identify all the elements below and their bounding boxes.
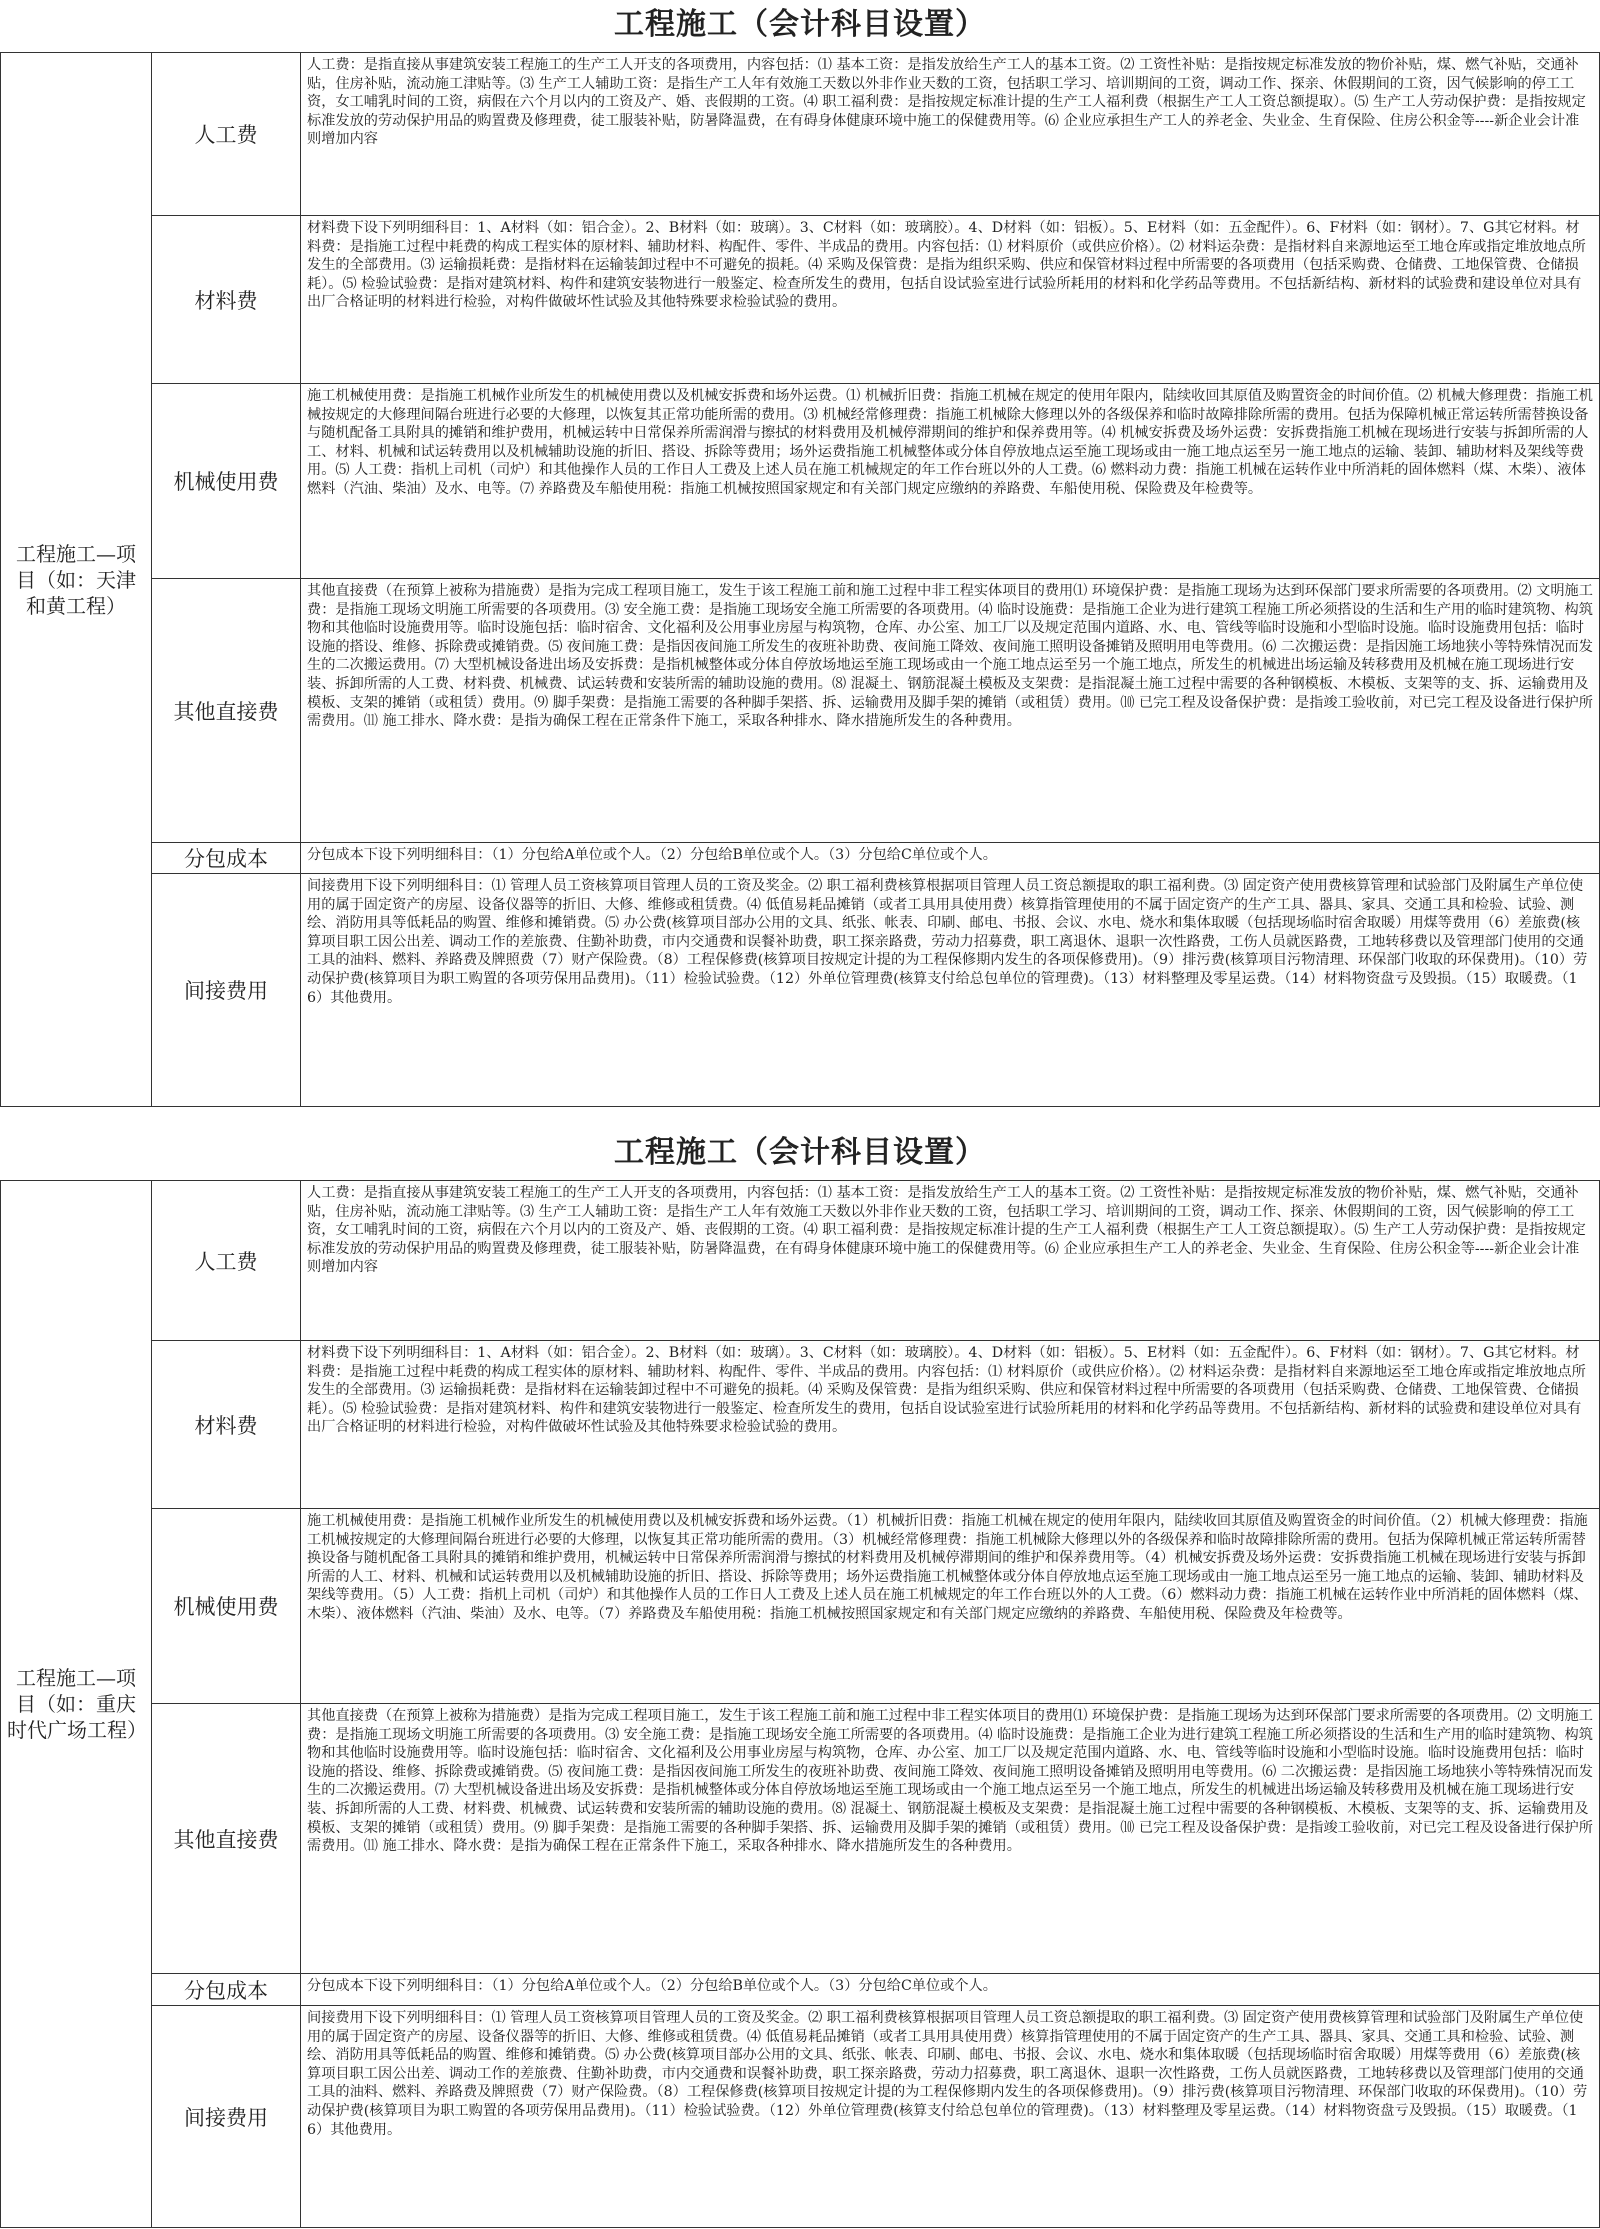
category-description: 施工机械使用费：是指施工机械作业所发生的机械使用费以及机械安拆费和场外运费。⑴ 机械折旧费：指施工机械在规定的使用年限内，陆续收回其原值及购置资金的时间价值。⑵ 机械大修理费：指施工机械按规定的大修理间隔台班进行必要的大修理，以恢复其正常功能所需的费用。⑶ 机械经常修理费：指施工机械除大修理以外的各级保养和临时故障排除所需的费用。包括为保障机械正常运转所需替换设备与随机配备工具附具的摊销和维护费用，机械运转中日常保养所需润滑与擦拭的材料费用及机械停滞期间的维护和保养费用等。⑷ 机械安拆费及场外运费：安拆费指施工机械在现场进行安装与拆卸所需的人工、材料、机械和试运转费用以及机械辅助设施的折旧、搭设、拆除等费用；场外运费指施工机械整体或分体自停放地点运至施工现场或由一施工地点运至另一施工地点的运输、装卸、辅助材料及架线等费用。⑸ 人工费：指机上司机（司炉）和其他操作人员的工作日人工费及上述人员在施工机械规定的年工作台班以外的人工费。⑹ 燃料动力费：指施工机械在运转作业中所消耗的固体燃料（煤、木柴）、液体燃料（汽油、柴油）及水、电等。⑺ 养路费及车船使用税：指施工机械按照国家规定和有关部门规定应缴纳的养路费、车船使用税、保险费及年检费等。	[301, 384, 1600, 579]
section-2	[0, 1128, 1600, 2228]
category-label: 机械使用费	[152, 1509, 301, 1704]
category-label: 分包成本	[152, 1974, 301, 2006]
category-label: 材料费	[152, 216, 301, 384]
category-label: 其他直接费	[152, 1704, 301, 1974]
project-label: 工程施工—项目（如：天津和黄工程）	[1, 53, 152, 1107]
project-label: 工程施工—项目（如：重庆时代广场工程）	[1, 1181, 152, 2228]
category-description: 材料费下设下列明细科目：1、A材料（如：铝合金）。2、B材料（如：玻璃）。3、C材料（如：玻璃胶）。4、D材料（如：铝板）。5、E材料（如：五金配件）。6、F材料（如：钢材）。7、G其它材料。材料费：是指施工过程中耗费的构成工程实体的原材料、辅助材料、构配件、零件、半成品的费用。内容包括：⑴ 材料原价（或供应价格）。⑵ 材料运杂费：是指材料自来源地运至工地仓库或指定堆放地点所发生的全部费用。⑶ 运输损耗费：是指材料在运输装卸过程中不可避免的损耗。⑷ 采购及保管费：是指为组织采购、供应和保管材料过程中所需要的各项费用（包括采购费、仓储费、工地保管费、仓储损耗）。⑸ 检验试验费：是指对建筑材料、构件和建筑安装物进行一般鉴定、检查所发生的费用，包括自设试验室进行试验所耗用的材料和化学药品等费用。不包括新结构、新材料的试验费和建设单位对具有出厂合格证明的材料进行检验，对构件做破坏性试验及其他特殊要求检验试验的费用。	[301, 216, 1600, 384]
category-label: 间接费用	[152, 874, 301, 1107]
category-label: 其他直接费	[152, 579, 301, 843]
category-label: 材料费	[152, 1341, 301, 1509]
category-description: 间接费用下设下列明细科目：⑴ 管理人员工资核算项目管理人员的工资及奖金。⑵ 职工福利费核算根据项目管理人员工资总额提取的职工福利费。⑶ 固定资产使用费核算管理和试验部门及附属生产单位使用的属于固定资产的房屋、设备仪器等的折旧、大修、维修或租赁费。⑷ 低值易耗品摊销（或者工具用具使用费）核算指管理使用的不属于固定资产的生产工具、器具、家具、交通工具和检验、试验、测绘、消防用具等低耗品的购置、维修和摊销费。⑸ 办公费(核算项目部办公用的文具、纸张、帐表、印刷、邮电、书报、会议、水电、烧水和集体取暖（包括现场临时宿舍取暖）用煤等费用（6）差旅费(核算项目职工因公出差、调动工作的差旅费、住勤补助费，市内交通费和误餐补助费，职工探亲路费，劳动力招募费，职工离退休、退职一次性路费，工伤人员就医路费，工地转移费以及管理部门使用的交通工具的油料、燃料、养路费及牌照费（7）财产保险费。（8）工程保修费(核算项目按规定计提的为工程保修期内发生的各项保修费用)。（9）排污费(核算项目污物清理、环保部门收取的环保费用)。（10）劳动保护费(核算项目为职工购置的各项劳保用品费用)。（11）检验试验费。（12）外单位管理费(核算支付给总包单位的管理费)。（13）材料整理及零星运费。（14）材料物资盘亏及毁损。（15）取暖费。（16）其他费用。	[301, 874, 1600, 1107]
category-label: 人工费	[152, 53, 301, 216]
category-description: 间接费用下设下列明细科目：⑴ 管理人员工资核算项目管理人员的工资及奖金。⑵ 职工福利费核算根据项目管理人员工资总额提取的职工福利费。⑶ 固定资产使用费核算管理和试验部门及附属生产单位使用的属于固定资产的房屋、设备仪器等的折旧、大修、维修或租赁费。⑷ 低值易耗品摊销（或者工具用具使用费）核算指管理使用的不属于固定资产的生产工具、器具、家具、交通工具和检验、试验、测绘、消防用具等低耗品的购置、维修和摊销费。⑸ 办公费(核算项目部办公用的文具、纸张、帐表、印刷、邮电、书报、会议、水电、烧水和集体取暖（包括现场临时宿舍取暖）用煤等费用（6）差旅费(核算项目职工因公出差、调动工作的差旅费、住勤补助费，市内交通费和误餐补助费，职工探亲路费，劳动力招募费，职工离退休、退职一次性路费，工伤人员就医路费，工地转移费以及管理部门使用的交通工具的油料、燃料、养路费及牌照费（7）财产保险费。（8）工程保修费(核算项目按规定计提的为工程保修期内发生的各项保修费用)。（9）排污费(核算项目污物清理、环保部门收取的环保费用)。（10）劳动保护费(核算项目为职工购置的各项劳保用品费用)。（11）检验试验费。（12）外单位管理费(核算支付给总包单位的管理费)。（13）材料整理及零星运费。（14）材料物资盘亏及毁损。（15）取暖费。（16）其他费用。	[301, 2006, 1600, 2228]
category-label: 人工费	[152, 1181, 301, 1341]
category-description: 施工机械使用费：是指施工机械作业所发生的机械使用费以及机械安拆费和场外运费。（1）机械折旧费：指施工机械在规定的使用年限内，陆续收回其原值及购置资金的时间价值。（2）机械大修理费：指施工机械按规定的大修理间隔台班进行必要的大修理，以恢复其正常功能所需的费用。（3）机械经常修理费：指施工机械除大修理以外的各级保养和临时故障排除所需的费用。包括为保障机械正常运转所需替换设备与随机配备工具附具的摊销和维护费用，机械运转中日常保养所需润滑与擦拭的材料费用及机械停滞期间的维护和保养费用等。（4）机械安拆费及场外运费：安拆费指施工机械在现场进行安装与拆卸所需的人工、材料、机械和试运转费用以及机械辅助设施的折旧、搭设、拆除等费用；场外运费指施工机械整体或分体自停放地点运至施工现场或由一施工地点运至另一施工地点的运输、装卸、辅助材料及架线等费用。（5）人工费：指机上司机（司炉）和其他操作人员的工作日人工费及上述人员在施工机械规定的年工作台班以外的人工费。（6）燃料动力费：指施工机械在运转作业中所消耗的固体燃料（煤、木柴）、液体燃料（汽油、柴油）及水、电等。（7）养路费及车船使用税：指施工机械按照国家规定和有关部门规定应缴纳的养路费、车船使用税、保险费及年检费等。	[301, 1509, 1600, 1704]
category-label: 分包成本	[152, 843, 301, 874]
category-description: 材料费下设下列明细科目：1、A材料（如：铝合金）。2、B材料（如：玻璃）。3、C材料（如：玻璃胶）。4、D材料（如：铝板）。5、E材料（如：五金配件）。6、F材料（如：钢材）。7、G其它材料。材料费：是指施工过程中耗费的构成工程实体的原材料、辅助材料、构配件、零件、半成品的费用。内容包括：⑴ 材料原价（或供应价格）。⑵ 材料运杂费：是指材料自来源地运至工地仓库或指定堆放地点所发生的全部费用。⑶ 运输损耗费：是指材料在运输装卸过程中不可避免的损耗。⑷ 采购及保管费：是指为组织采购、供应和保管材料过程中所需要的各项费用（包括采购费、仓储费、工地保管费、仓储损耗）。⑸ 检验试验费：是指对建筑材料、构件和建筑安装物进行一般鉴定、检查所发生的费用，包括自设试验室进行试验所耗用的材料和化学药品等费用。不包括新结构、新材料的试验费和建设单位对具有出厂合格证明的材料进行检验，对构件做破坏性试验及其他特殊要求检验试验的费用。	[301, 1341, 1600, 1509]
page-title: 工程施工（会计科目设置）	[614, 1135, 986, 1170]
category-description: 分包成本下设下列明细科目：（1）分包给A单位或个人。（2）分包给B单位或个人。（3）分包给C单位或个人。	[301, 1974, 1600, 2006]
category-description: 人工费：是指直接从事建筑安装工程施工的生产工人开支的各项费用，内容包括：⑴ 基本工资：是指发放给生产工人的基本工资。⑵ 工资性补贴：是指按规定标准发放的物价补贴，煤、燃气补贴，交通补贴，住房补贴，流动施工津贴等。⑶ 生产工人辅助工资：是指生产工人年有效施工天数以外非作业天数的工资，包括职工学习、培训期间的工资，调动工作、探亲、休假期间的工资，因气候影响的停工工资，女工哺乳时间的工资，病假在六个月以内的工资及产、婚、丧假期的工资。⑷ 职工福利费：是指按规定标准计提的生产工人福利费（根据生产工人工资总额提取）。⑸ 生产工人劳动保护费：是指按规定标准发放的劳动保护用品的购置费及修理费，徒工服装补贴，防暑降温费，在有碍身体健康环境中施工的保健费用等。⑹ 企业应承担生产工人的养老金、失业金、生育保险、住房公积金等----新企业会计准则增加内容	[301, 1181, 1600, 1341]
account-table	[0, 1180, 1600, 2228]
category-description: 其他直接费（在预算上被称为措施费）是指为完成工程项目施工，发生于该工程施工前和施工过程中非工程实体项目的费用⑴ 环境保护费：是指施工现场为达到环保部门要求所需要的各项费用。⑵ 文明施工费：是指施工现场文明施工所需要的各项费用。⑶ 安全施工费：是指施工现场安全施工所需要的各项费用。⑷ 临时设施费：是指施工企业为进行建筑工程施工所必须搭设的生活和生产用的临时建筑物、构筑物和其他临时设施费用等。临时设施包括：临时宿舍、文化福利及公用事业房屋与构筑物，仓库、办公室、加工厂以及规定范围内道路、水、电、管线等临时设施和小型临时设施。临时设施费用包括：临时设施的搭设、维修、拆除费或摊销费。⑸ 夜间施工费：是指因夜间施工所发生的夜班补助费、夜间施工降效、夜间施工照明设备摊销及照明用电等费用。⑹ 二次搬运费：是指因施工场地狭小等特殊情况而发生的二次搬运费用。⑺ 大型机械设备进出场及安拆费：是指机械整体或分体自停放场地运至施工现场或由一个施工地点运至另一个施工地点，所发生的机械进出场运输及转移费用及机械在施工现场进行安装、拆卸所需的人工费、材料费、机械费、试运转费和安装所需的辅助设施的费用。⑻ 混凝土、钢筋混凝土模板及支架费：是指混凝土施工过程中需要的各种钢模板、木模板、支架等的支、拆、运输费用及模板、支架的摊销（或租赁）费用。⑼ 脚手架费：是指施工需要的各种脚手架搭、拆、运输费用及脚手架的摊销（或租赁）费用。⑽ 已完工程及设备保护费：是指竣工验收前，对已完工程及设备进行保护所需费用。⑾ 施工排水、降水费：是指为确保工程在正常条件下施工，采取各种排水、降水措施所发生的各种费用。	[301, 1704, 1600, 1974]
category-description: 分包成本下设下列明细科目：（1）分包给A单位或个人。（2）分包给B单位或个人。（3）分包给C单位或个人。	[301, 843, 1600, 874]
category-description: 其他直接费（在预算上被称为措施费）是指为完成工程项目施工，发生于该工程施工前和施工过程中非工程实体项目的费用⑴ 环境保护费：是指施工现场为达到环保部门要求所需要的各项费用。⑵ 文明施工费：是指施工现场文明施工所需要的各项费用。⑶ 安全施工费：是指施工现场安全施工所需要的各项费用。⑷ 临时设施费：是指施工企业为进行建筑工程施工所必须搭设的生活和生产用的临时建筑物、构筑物和其他临时设施费用等。临时设施包括：临时宿舍、文化福利及公用事业房屋与构筑物，仓库、办公室、加工厂以及规定范围内道路、水、电、管线等临时设施和小型临时设施。临时设施费用包括：临时设施的搭设、维修、拆除费或摊销费。⑸ 夜间施工费：是指因夜间施工所发生的夜班补助费、夜间施工降效、夜间施工照明设备摊销及照明用电等费用。⑹ 二次搬运费：是指因施工场地狭小等特殊情况而发生的二次搬运费用。⑺ 大型机械设备进出场及安拆费：是指机械整体或分体自停放场地运至施工现场或由一个施工地点运至另一个施工地点，所发生的机械进出场运输及转移费用及机械在施工现场进行安装、拆卸所需的人工费、材料费、机械费、试运转费和安装所需的辅助设施的费用。⑻ 混凝土、钢筋混凝土模板及支架费：是指混凝土施工过程中需要的各种钢模板、木模板、支架等的支、拆、运输费用及模板、支架的摊销（或租赁）费用。⑼ 脚手架费：是指施工需要的各种脚手架搭、拆、运输费用及脚手架的摊销（或租赁）费用。⑽ 已完工程及设备保护费：是指竣工验收前，对已完工程及设备进行保护所需费用。⑾ 施工排水、降水费：是指为确保工程在正常条件下施工，采取各种排水、降水措施所发生的各种费用。	[301, 579, 1600, 843]
category-label: 间接费用	[152, 2006, 301, 2228]
category-description: 人工费：是指直接从事建筑安装工程施工的生产工人开支的各项费用，内容包括：⑴ 基本工资：是指发放给生产工人的基本工资。⑵ 工资性补贴：是指按规定标准发放的物价补贴，煤、燃气补贴，交通补贴，住房补贴，流动施工津贴等。⑶ 生产工人辅助工资：是指生产工人年有效施工天数以外非作业天数的工资，包括职工学习、培训期间的工资，调动工作、探亲、休假期间的工资，因气候影响的停工工资，女工哺乳时间的工资，病假在六个月以内的工资及产、婚、丧假期的工资。⑷ 职工福利费：是指按规定标准计提的生产工人福利费（根据生产工人工资总额提取）。⑸ 生产工人劳动保护费：是指按规定标准发放的劳动保护用品的购置费及修理费，徒工服装补贴，防暑降温费，在有碍身体健康环境中施工的保健费用等。⑹ 企业应承担生产工人的养老金、失业金、生育保险、住房公积金等----新企业会计准则增加内容	[301, 53, 1600, 216]
account-table	[0, 52, 1600, 1107]
category-label: 机械使用费	[152, 384, 301, 579]
page-title: 工程施工（会计科目设置）	[614, 7, 986, 42]
section-1	[0, 0, 1600, 1107]
